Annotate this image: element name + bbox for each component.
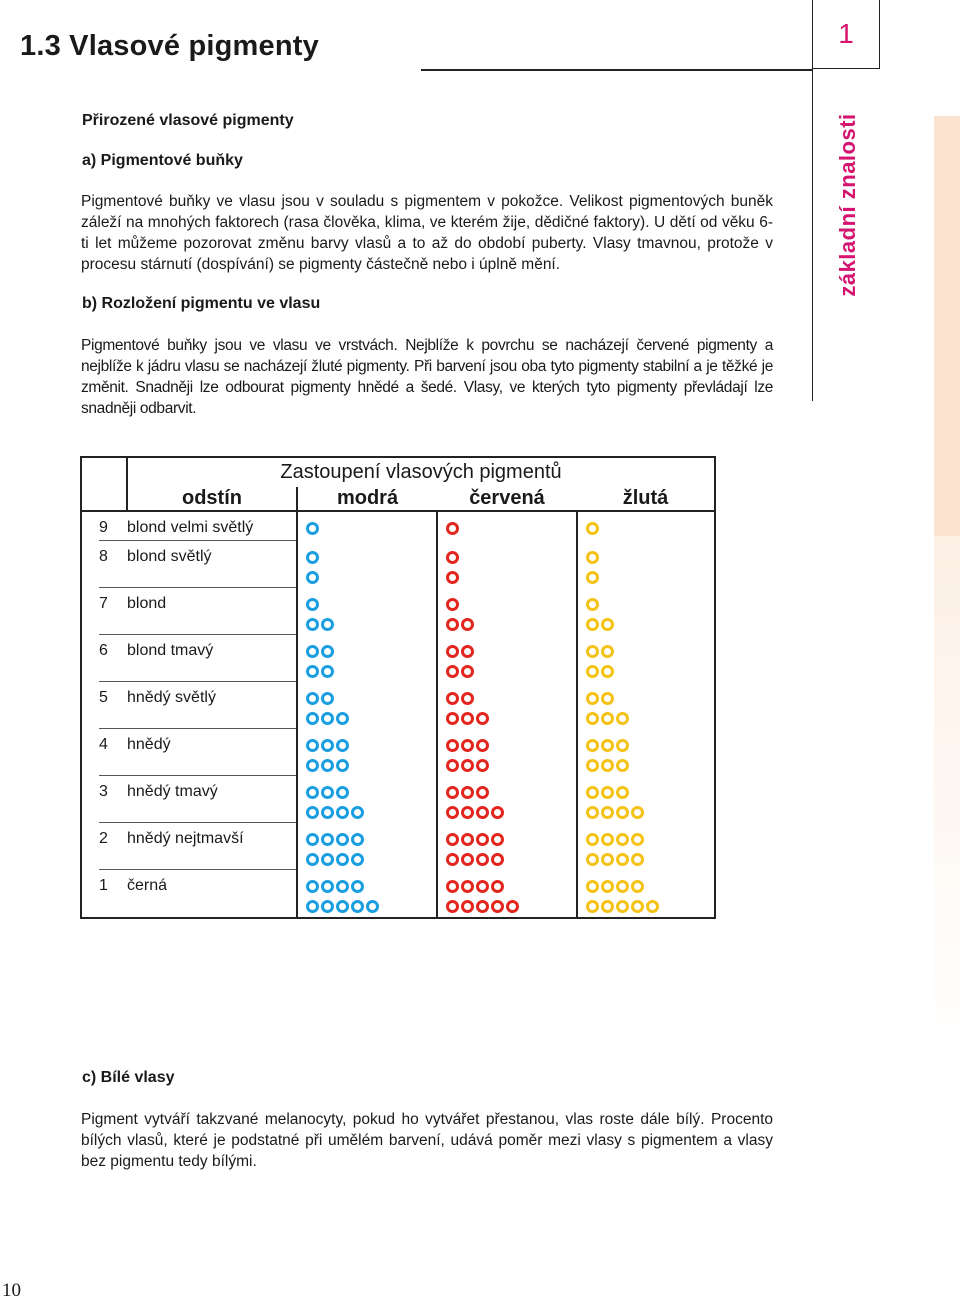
red-pigment-line (446, 829, 576, 849)
subsection-c-text: Pigment vytváří takzvané melanocyty, pokud ho vytvářet přestanou, vlas roste dále bílý. Procento bílých vlasů, které je podstatné při umělém barvení, udává poměr mezi vlasy s pigmentem a vlasy bez pigmentu tedy bílými. (81, 1111, 773, 1170)
red-pigment-dot (446, 551, 459, 564)
yellow-pigment-dot (586, 598, 599, 611)
yellow-pigment-dot (586, 551, 599, 564)
blue-pigment-dot (321, 759, 334, 772)
blue-pigment-dot (306, 645, 319, 658)
red-pigment-dot (461, 739, 474, 752)
yellow-pigment-dot (601, 712, 614, 725)
blue-pigment-dot (306, 598, 319, 611)
yellow-pigment-dot (586, 522, 599, 535)
yellow-pigment-dot (586, 712, 599, 725)
blue-pigment-dot (336, 900, 349, 913)
yellow-pigment-dot (601, 833, 614, 846)
blue-pigment-dot (321, 692, 334, 705)
blue-pigment-line (306, 876, 436, 896)
yellow-pigment-dot (601, 618, 614, 631)
yellow-pigment-dot (601, 692, 614, 705)
yellow-pigment-dot (586, 645, 599, 658)
blue-pigment-dot (336, 833, 349, 846)
yellow-pigment-dot (631, 880, 644, 893)
blue-pigment-line (306, 708, 436, 728)
red-pigment-dot (476, 853, 489, 866)
red-pigment-dot (491, 833, 504, 846)
blue-pigment-dot (321, 712, 334, 725)
blue-pigment-line (306, 547, 436, 567)
blue-pigment-line (306, 896, 436, 916)
side-section-label: základní znalosti (835, 113, 860, 297)
subsection-b-text: Pigmentové buňky jsou ve vlasu ve vrstvách. Nejblíže k povrchu se nacházejí červené pigmenty a nejblíže k jádru vlasu se nacházejí žluté pigmenty. Při barvení jsou oba tyto pigmenty stabilní a je těžké je změnit. Snadněji lze odbourat pigmenty hnědé a šedé. Vlasy, ve kterých tyto pigmenty převládají lze snadněji odbarvit. (81, 337, 773, 417)
yellow-pigment-line (586, 829, 714, 849)
blue-pigment-dot (306, 759, 319, 772)
red-pigment-dot (446, 712, 459, 725)
red-pigment-dot (446, 880, 459, 893)
shade-level: 3 (99, 776, 127, 823)
blue-pigment-dot (306, 786, 319, 799)
decorative-band-fade (934, 536, 960, 1056)
red-pigment-dot (446, 900, 459, 913)
chapter-title: 1.3 Vlasové pigmenty (20, 30, 319, 62)
table-corner (81, 457, 127, 511)
red-pigment-dot (476, 880, 489, 893)
red-pigment-dot (461, 665, 474, 678)
yellow-pigment-line (586, 688, 714, 708)
blue-pigment-line (306, 614, 436, 634)
blue-pigment-dot (306, 522, 319, 535)
blue-pigment-dot (306, 853, 319, 866)
yellow-pigment-line (586, 518, 714, 538)
yellow-pigment-column (577, 511, 715, 918)
shade-level: 5 (99, 682, 127, 729)
blue-pigment-line (306, 688, 436, 708)
red-pigment-dot (491, 880, 504, 893)
red-pigment-dot (446, 739, 459, 752)
yellow-pigment-line (586, 755, 714, 775)
chapter-number-tab: 1 (812, 0, 880, 69)
blue-pigment-column (297, 511, 437, 918)
yellow-pigment-dot (601, 786, 614, 799)
blue-pigment-line (306, 661, 436, 681)
red-pigment-dot (461, 900, 474, 913)
blue-pigment-line (306, 735, 436, 755)
shade-level: 1 (99, 877, 108, 894)
yellow-pigment-dot (586, 692, 599, 705)
blue-pigment-dot (321, 900, 334, 913)
blue-pigment-dot (306, 712, 319, 725)
red-pigment-line (446, 896, 576, 916)
blue-pigment-dot (351, 806, 364, 819)
red-pigment-line (446, 661, 576, 681)
red-pigment-line (446, 708, 576, 728)
shade-name: blond tmavý (127, 635, 296, 682)
red-pigment-dot (476, 833, 489, 846)
blue-pigment-dot (366, 900, 379, 913)
red-pigment-dot (476, 712, 489, 725)
blue-pigment-group (306, 682, 436, 729)
yellow-pigment-dot (601, 665, 614, 678)
yellow-pigment-dot (601, 806, 614, 819)
yellow-pigment-dot (616, 806, 629, 819)
yellow-pigment-group (586, 541, 714, 588)
red-pigment-dot (491, 853, 504, 866)
blue-pigment-line (306, 641, 436, 661)
yellow-pigment-dot (586, 853, 599, 866)
shade-level: 7 (99, 588, 127, 635)
blue-pigment-group (306, 729, 436, 776)
blue-pigment-dot (351, 833, 364, 846)
red-pigment-dot (446, 692, 459, 705)
blue-pigment-dot (336, 712, 349, 725)
red-pigment-dot (461, 786, 474, 799)
level-column (81, 511, 127, 918)
yellow-pigment-dot (631, 833, 644, 846)
red-pigment-dot (461, 759, 474, 772)
yellow-pigment-group (586, 588, 714, 635)
section-heading: Přirozené vlasové pigmenty (82, 112, 294, 129)
shade-name: blond světlý (127, 541, 296, 588)
yellow-pigment-dot (631, 853, 644, 866)
yellow-pigment-line (586, 896, 714, 916)
yellow-pigment-group (586, 776, 714, 823)
red-pigment-group (446, 682, 576, 729)
blue-pigment-dot (306, 739, 319, 752)
red-pigment-dot (476, 739, 489, 752)
yellow-pigment-group (586, 635, 714, 682)
yellow-pigment-line (586, 661, 714, 681)
red-pigment-dot (446, 571, 459, 584)
red-pigment-dot (446, 786, 459, 799)
blue-pigment-dot (306, 665, 319, 678)
blue-pigment-dot (306, 692, 319, 705)
shade-level: 4 (99, 729, 127, 776)
red-pigment-dot (461, 880, 474, 893)
shade-level: 9 (99, 512, 127, 541)
shade-name: hnědý (127, 729, 296, 776)
yellow-pigment-dot (616, 759, 629, 772)
red-pigment-dot (476, 900, 489, 913)
blue-pigment-dot (306, 880, 319, 893)
red-pigment-group (446, 776, 576, 823)
red-pigment-group (446, 512, 576, 541)
blue-pigment-group (306, 635, 436, 682)
yellow-pigment-dot (601, 739, 614, 752)
red-pigment-line (446, 518, 576, 538)
blue-pigment-line (306, 829, 436, 849)
yellow-pigment-dot (631, 806, 644, 819)
blue-pigment-line (306, 518, 436, 538)
yellow-pigment-dot (586, 806, 599, 819)
blue-pigment-dot (336, 806, 349, 819)
blue-pigment-dot (336, 759, 349, 772)
blue-pigment-dot (321, 786, 334, 799)
red-pigment-dot (446, 598, 459, 611)
red-pigment-line (446, 641, 576, 661)
red-pigment-dot (461, 712, 474, 725)
blue-pigment-dot (321, 645, 334, 658)
page-number: 10 (2, 1280, 21, 1301)
blue-pigment-dot (336, 853, 349, 866)
red-pigment-dot (446, 618, 459, 631)
red-pigment-dot (446, 665, 459, 678)
blue-pigment-dot (321, 853, 334, 866)
red-pigment-line (446, 782, 576, 802)
blue-pigment-dot (336, 786, 349, 799)
red-pigment-group (446, 541, 576, 588)
blue-pigment-dot (306, 551, 319, 564)
blue-pigment-dot (321, 880, 334, 893)
title-rule (421, 69, 813, 71)
yellow-pigment-line (586, 802, 714, 822)
red-pigment-line (446, 755, 576, 775)
yellow-pigment-dot (586, 880, 599, 893)
red-pigment-line (446, 614, 576, 634)
yellow-pigment-dot (616, 739, 629, 752)
blue-pigment-dot (306, 833, 319, 846)
yellow-pigment-group (586, 823, 714, 870)
red-pigment-line (446, 567, 576, 587)
blue-pigment-line (306, 567, 436, 587)
blue-pigment-group (306, 541, 436, 588)
shade-name: hnědý tmavý (127, 776, 296, 823)
red-pigment-line (446, 547, 576, 567)
yellow-pigment-dot (601, 645, 614, 658)
red-pigment-dot (476, 786, 489, 799)
column-header-blue: modrá (297, 487, 437, 511)
blue-pigment-line (306, 802, 436, 822)
blue-pigment-group (306, 588, 436, 635)
shade-name: černá (127, 877, 168, 894)
red-pigment-group (446, 635, 576, 682)
subsection-a-title: a) Pigmentové buňky (82, 152, 243, 169)
blue-pigment-group (306, 870, 436, 917)
blue-pigment-line (306, 782, 436, 802)
subsection-c-title: c) Bílé vlasy (82, 1069, 175, 1086)
blue-pigment-group (306, 776, 436, 823)
red-pigment-line (446, 876, 576, 896)
blue-pigment-line (306, 594, 436, 614)
shade-name: hnědý světlý (127, 682, 296, 729)
red-pigment-line (446, 594, 576, 614)
red-pigment-column (437, 511, 577, 918)
yellow-pigment-line (586, 876, 714, 896)
red-pigment-dot (446, 853, 459, 866)
blue-pigment-dot (306, 571, 319, 584)
yellow-pigment-dot (616, 712, 629, 725)
subsection-a-text: Pigmentové buňky ve vlasu jsou v souladu s pigmentem v pokožce. Velikost pigmentových buněk záleží na mnohých faktorech (rasa člověka, klima, ve kterém žije, dědičné faktory). U dětí od věku 6-ti let můžeme pozorovat změnu barvy vlasů a to až do období puberty. Vlasy tmavnou, protože v procesu stárnutí (dospívání) se pigmenty částečně nebo i úplně mění. (81, 193, 773, 273)
blue-pigment-dot (321, 833, 334, 846)
shade-name: blond (127, 588, 296, 635)
red-pigment-dot (461, 806, 474, 819)
shade-level: 8 (99, 541, 127, 588)
red-pigment-dot (446, 645, 459, 658)
blue-pigment-dot (351, 900, 364, 913)
blue-pigment-dot (321, 806, 334, 819)
blue-pigment-dot (336, 880, 349, 893)
red-pigment-dot (446, 522, 459, 535)
red-pigment-dot (461, 645, 474, 658)
yellow-pigment-line (586, 708, 714, 728)
yellow-pigment-dot (616, 900, 629, 913)
red-pigment-group (446, 588, 576, 635)
yellow-pigment-dot (601, 853, 614, 866)
yellow-pigment-dot (586, 786, 599, 799)
blue-pigment-dot (306, 900, 319, 913)
red-pigment-line (446, 688, 576, 708)
red-pigment-group (446, 729, 576, 776)
blue-pigment-dot (321, 618, 334, 631)
blue-pigment-group (306, 512, 436, 541)
subsection-b-title: b) Rozložení pigmentu ve vlasu (82, 295, 321, 312)
red-pigment-dot (461, 853, 474, 866)
red-pigment-dot (476, 759, 489, 772)
blue-pigment-line (306, 849, 436, 869)
yellow-pigment-line (586, 614, 714, 634)
yellow-pigment-dot (616, 786, 629, 799)
yellow-pigment-dot (586, 759, 599, 772)
shade-level: 6 (99, 635, 127, 682)
shade-level: 2 (99, 823, 127, 870)
blue-pigment-dot (336, 739, 349, 752)
yellow-pigment-dot (616, 880, 629, 893)
yellow-pigment-line (586, 782, 714, 802)
red-pigment-dot (446, 759, 459, 772)
red-pigment-dot (476, 806, 489, 819)
yellow-pigment-line (586, 735, 714, 755)
red-pigment-dot (461, 833, 474, 846)
shade-name: hnědý nejtmavší (127, 823, 296, 870)
yellow-pigment-dot (586, 739, 599, 752)
red-pigment-dot (491, 806, 504, 819)
red-pigment-group (446, 870, 576, 917)
yellow-pigment-dot (631, 900, 644, 913)
shade-name: blond velmi světlý (127, 512, 296, 541)
yellow-pigment-group (586, 682, 714, 729)
yellow-pigment-dot (646, 900, 659, 913)
decorative-band (934, 116, 960, 536)
yellow-pigment-group (586, 870, 714, 917)
yellow-pigment-line (586, 849, 714, 869)
yellow-pigment-dot (586, 900, 599, 913)
table-caption: Zastoupení vlasových pigmentů (127, 457, 715, 487)
blue-pigment-line (306, 755, 436, 775)
yellow-pigment-dot (586, 665, 599, 678)
red-pigment-dot (461, 692, 474, 705)
blue-pigment-dot (351, 880, 364, 893)
yellow-pigment-line (586, 547, 714, 567)
yellow-pigment-dot (616, 833, 629, 846)
column-header-shade: odstín (127, 487, 297, 511)
blue-pigment-dot (351, 853, 364, 866)
side-rule (812, 69, 813, 401)
yellow-pigment-dot (586, 618, 599, 631)
red-pigment-line (446, 735, 576, 755)
red-pigment-group (446, 823, 576, 870)
pigment-table (80, 456, 716, 919)
shade-column (127, 511, 297, 918)
red-pigment-dot (446, 833, 459, 846)
red-pigment-dot (491, 900, 504, 913)
yellow-pigment-dot (601, 759, 614, 772)
red-pigment-line (446, 802, 576, 822)
column-header-yellow: žlutá (577, 487, 715, 511)
yellow-pigment-line (586, 567, 714, 587)
yellow-pigment-group (586, 729, 714, 776)
yellow-pigment-dot (586, 833, 599, 846)
red-pigment-dot (461, 618, 474, 631)
yellow-pigment-group (586, 512, 714, 541)
yellow-pigment-dot (616, 853, 629, 866)
yellow-pigment-dot (601, 880, 614, 893)
blue-pigment-dot (321, 739, 334, 752)
yellow-pigment-dot (601, 900, 614, 913)
blue-pigment-dot (306, 806, 319, 819)
red-pigment-dot (446, 806, 459, 819)
yellow-pigment-line (586, 594, 714, 614)
blue-pigment-group (306, 823, 436, 870)
blue-pigment-dot (306, 618, 319, 631)
yellow-pigment-dot (586, 571, 599, 584)
red-pigment-dot (506, 900, 519, 913)
red-pigment-line (446, 849, 576, 869)
column-header-red: červená (437, 487, 577, 511)
blue-pigment-dot (321, 665, 334, 678)
yellow-pigment-line (586, 641, 714, 661)
